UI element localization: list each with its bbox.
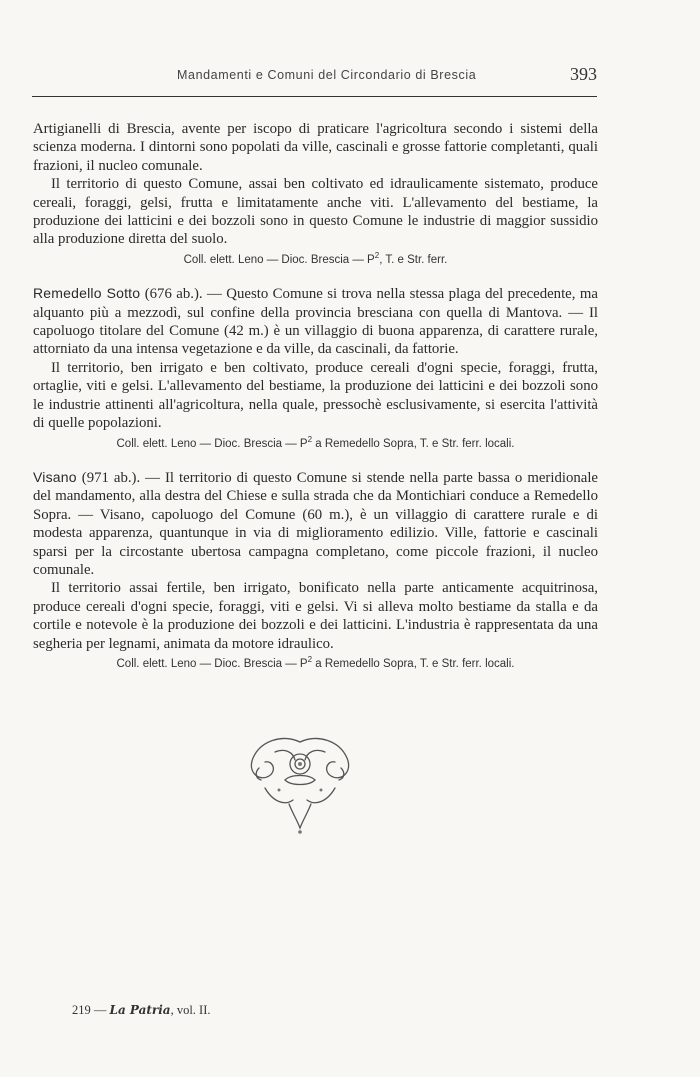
intro-paragraph-2: Il territorio di questo Comune, assai ben coltivato ed idraulicamente sistemato, produce cereali, foraggi, gelsi, frutta e limitatamente anche viti. L'allevamento del bestiame, la produzione dei latticini e dei bozzoli sono in questo Comune le industrie di maggior sussidio alla produzione diretta del suolo. bbox=[33, 176, 598, 248]
page-footer bbox=[72, 1003, 211, 1018]
visano-paragraph-1: Visano (971 ab.). — Il territorio di questo Comune si stende nella parte bassa o meridionale del mandamento, alla destra del Chiese e sulla strada che da Montichiari conduce a Remedello Sopra. — Visano, capoluogo del Comune (60 m.), è un villaggio di carattere rurale e di modesta apparenza, quantunque in via di miglioramento edilizio. Ville, fattorie e cascinali sparsi per la circostante ubertosa campagna completano, come piccole frazioni, il nucleo comunale. bbox=[33, 468, 598, 578]
remedello-reference-line: Coll. elett. Leno — Dioc. Brescia — $P^2$ a Remedello Sopra, T. e Str. ferr. locali. bbox=[116, 434, 515, 450]
floral-tailpiece-icon bbox=[245, 728, 355, 838]
intro-reference-line: Coll. elett. Leno — Dioc. Brescia — $P^2$, T. e Str. ferr. bbox=[183, 251, 448, 266]
page-number: 393 bbox=[570, 64, 597, 84]
intro-paragraph-1: Artigianelli di Brescia, avente per iscopo di praticare l'agricoltura secondo i sistemi della scienza moderna. I dintorni sono popolati da ville, cascinali e grosse fattorie completanti, quali frazioni, il nucleo comunale. bbox=[33, 121, 598, 174]
footer-publication: La Patria bbox=[109, 1003, 171, 1017]
remedello-paragraph-2: Il territorio, ben irrigato e ben coltivato, produce cereali d'ogni specie, foraggi, frutta, ortaglie, viti e gelsi. L'allevamento del bestiame, la produzione dei latticini e dei bozzoli sono le industrie attinenti all'agricoltura, nella quale, pressochè esclusivamente, si esercita l'attività di quelle popolazioni. bbox=[33, 359, 598, 432]
entry-title-remedello: Remedello Sotto bbox=[33, 285, 141, 302]
visano-reference-line: Coll. elett. Leno — Dioc. Brescia — $P^2$ a Remedello Sopra, T. e Str. ferr. locali. bbox=[116, 655, 515, 670]
footer-signature: 219 — bbox=[72, 1003, 110, 1017]
running-title: Mandamenti e Comuni del Circondario di Brescia bbox=[177, 68, 477, 82]
remedello-paragraph-1: Remedello Sotto (676 ab.). — Questo Comune si trova nella stessa plaga del precedente, ma alquanto più a mezzodì, sul confine della provincia bresciana con quella di Mantova. — Il capoluogo titolare del Comune (42 m.) è un villaggio di buona apparenza, di carattere rurale, attorniato da una intensa vegetazione e da ville, da cascinali, da fattorie. bbox=[33, 285, 598, 358]
entry-title-visano: Visano bbox=[33, 468, 77, 485]
visano-paragraph-2: Il territorio assai fertile, ben irrigato, bonificato nella parte anticamente acquitrinosa, produce cereali d'ogni specie, foraggi, viti e gelsi. Vi si alleva molto bestiame da stalla e da cortile e notevole è la produzione dei bozzoli e dei latticini. L'industria è rappresentata da una segheria per legnami, animata da motore idraulico. bbox=[33, 580, 598, 652]
running-header bbox=[32, 66, 597, 97]
footer-volume: , vol. II. bbox=[170, 1003, 211, 1017]
body-text bbox=[33, 120, 598, 673]
